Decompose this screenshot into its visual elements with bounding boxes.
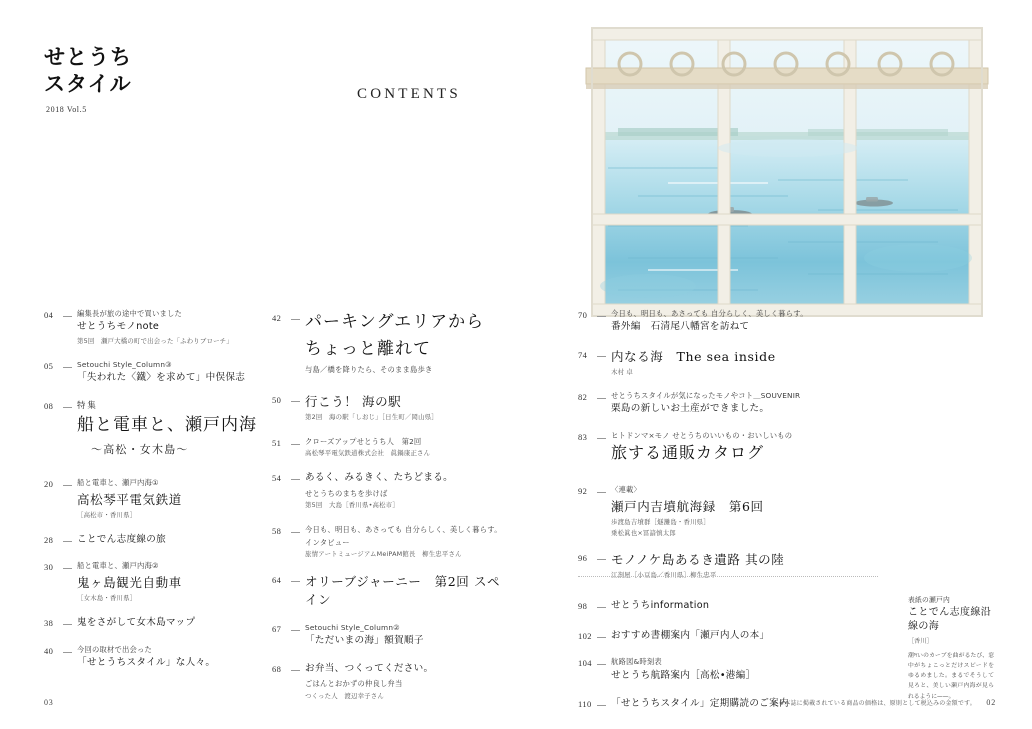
toc-subtitle: せとうち航路案内［高松•港編］ <box>611 669 756 681</box>
toc-title: パーキングエリアから <box>305 312 485 332</box>
toc-page-number: 20 <box>44 479 54 490</box>
toc-entry[interactable] <box>272 311 502 375</box>
toc-entry[interactable] <box>578 348 878 377</box>
window-seascape-illustration <box>578 18 996 323</box>
cover-note-region: ［香川］ <box>908 638 933 645</box>
toc-credit: 乗松眞也×冨諳慎太郎 <box>611 528 676 537</box>
toc-rule <box>597 356 606 357</box>
toc-title: せとうちinformation <box>611 599 710 611</box>
toc-entry[interactable] <box>44 533 259 547</box>
toc-entry[interactable] <box>578 430 878 464</box>
toc-column-right <box>578 308 878 724</box>
toc-rule <box>63 652 72 653</box>
price-footnote: ※本誌に掲載されている商品の価格は、原則として税込みの金額です。 <box>779 700 976 707</box>
toc-kicker: クローズアップせとうち人 第2回 <box>305 436 422 446</box>
toc-page-number: 96 <box>578 553 588 564</box>
toc-entry[interactable] <box>578 308 878 335</box>
toc-title: あるく、みるきく、たちどまる。 <box>305 472 454 484</box>
toc-credit: 江剳屋［小豆島／香川県］柳生忠平 <box>611 571 717 580</box>
toc-subtitle: 第5回 瀬戸大橋の町で出会った「ふわりブローチ」 <box>77 336 233 345</box>
toc-page-number: 82 <box>578 392 588 403</box>
toc-credit: つくった人 渡辺幸子さん <box>305 691 384 700</box>
toc-kicker: 編集長が旅の途中で買いました <box>77 309 182 318</box>
toc-page-number: 74 <box>578 349 588 360</box>
toc-title: せとうちモノnote <box>77 321 160 333</box>
toc-kicker: 今回の取材で出会った <box>77 644 152 654</box>
toc-page-number: 28 <box>44 535 54 546</box>
toc-entry[interactable] <box>272 662 502 701</box>
toc-kicker: 今日も、明日も、あさっても 自分らしく、美しく暮らす。 <box>305 524 502 534</box>
toc-entry-feature[interactable] <box>44 399 259 458</box>
toc-subtitle: 高松琴平電気鉄道株式会社 眞鍋康正さん <box>305 448 431 457</box>
toc-entry[interactable] <box>578 599 878 613</box>
toc-page-number: 83 <box>578 431 588 442</box>
toc-entry[interactable] <box>44 359 259 386</box>
toc-kicker: 船と電車と、瀬戸内海② <box>77 561 159 571</box>
toc-rule <box>291 670 300 671</box>
toc-rule <box>291 479 300 480</box>
toc-kicker: 船と電車と、瀬戸内海① <box>77 478 159 488</box>
toc-rule <box>63 568 72 569</box>
masthead-issue: 2018 Vol.5 <box>46 104 87 114</box>
toc-region: 歩渡島吉墳群［燧灘島・香川県］ <box>611 517 710 526</box>
toc-title: 鬼ヶ島観光自動車 <box>77 574 182 590</box>
toc-kicker: Setouchi Style_Column② <box>305 622 400 632</box>
toc-rule <box>597 637 606 638</box>
toc-rule <box>597 398 606 399</box>
toc-title: 「失われた〈鐵〉を求めて」中俣保志 <box>77 372 246 384</box>
toc-subtitle: ごはんとおかずの仲良し弁当 <box>305 679 403 689</box>
cover-note <box>908 594 994 702</box>
section-divider <box>578 576 878 577</box>
toc-page-number: 98 <box>578 600 588 611</box>
toc-entry[interactable] <box>44 560 259 603</box>
toc-page-number: 30 <box>44 562 54 573</box>
toc-entry[interactable] <box>44 616 259 630</box>
toc-page-number: 110 <box>578 699 592 709</box>
toc-rule <box>291 630 300 631</box>
cover-note-kicker: 表紙の瀬戸内 <box>908 596 950 604</box>
toc-entry[interactable] <box>272 573 502 609</box>
feature-label: 特集 <box>77 399 98 410</box>
toc-subtitle: せとうちのまちを歩けば <box>305 488 388 498</box>
toc-kicker: 航路図&時刻表 <box>611 657 662 667</box>
toc-page-number: 67 <box>272 623 282 634</box>
toc-page-number: 08 <box>44 400 54 411</box>
toc-page-number: 54 <box>272 473 282 484</box>
toc-title: 「せとうちスタイル」定期購読のご案内 <box>611 698 789 709</box>
toc-credit: 旅情アートミュージアムMeiPAM館長 柳生忠平さん <box>305 550 462 559</box>
toc-rule <box>63 624 72 625</box>
toc-page-number: 05 <box>44 360 54 371</box>
toc-rule <box>63 407 72 408</box>
toc-rule <box>597 607 606 608</box>
toc-column-middle <box>272 308 502 714</box>
toc-title: オリーブジャーニー 第2回 スペイン <box>305 573 501 607</box>
toc-rule <box>63 316 72 317</box>
toc-title: お弁当、つくってください。 <box>305 662 434 674</box>
toc-rule <box>63 367 72 368</box>
toc-title: 「ただいまの海」額賀順子 <box>305 635 424 647</box>
masthead <box>44 44 224 114</box>
toc-entry[interactable] <box>44 308 259 346</box>
cover-note-title: ことでん志度線沿線の海 <box>908 607 992 632</box>
toc-title: 「せとうちスタイル」な人々。 <box>77 656 216 668</box>
toc-kicker: 〈連載〉 <box>611 485 641 495</box>
toc-page-number: 40 <box>44 645 54 656</box>
toc-kicker: Setouchi Style_Column③ <box>77 359 172 369</box>
toc-title: 鬼をさがして女木島マップ <box>77 617 196 629</box>
toc-entry[interactable] <box>272 524 502 560</box>
toc-title-feature: 船と電車と、瀬戸内海 <box>77 414 257 435</box>
masthead-line-1: せとうち <box>44 44 132 69</box>
toc-subtitle: 番外編 石清尾八幡宮を訪ねて <box>611 321 750 333</box>
toc-title: 高松琴平電気鉄道 <box>77 491 182 507</box>
toc-kicker: 今日も、明日も、あさっても 自分らしく、美しく暮らす。 <box>611 309 808 318</box>
toc-region: ［高松市・香川県］ <box>77 510 137 519</box>
toc-rule <box>597 316 606 317</box>
toc-page-number: 38 <box>44 618 54 629</box>
toc-entry[interactable] <box>272 393 502 422</box>
toc-kicker: ヒトドンマ×モノ せとうちのいいもの・おいしいもの <box>611 430 793 440</box>
toc-entry[interactable] <box>578 484 878 538</box>
toc-title: 旅する通販カタログ <box>611 443 765 463</box>
toc-region: 第5回 大島［香川県•高松市］ <box>305 501 399 510</box>
toc-page-number: 58 <box>272 525 282 536</box>
toc-rule <box>597 664 606 665</box>
toc-title: 内なる海 The sea inside <box>611 348 776 364</box>
toc-page-number: 64 <box>272 574 282 585</box>
toc-rule <box>63 485 72 486</box>
toc-entry[interactable] <box>272 436 502 459</box>
cover-note-text: 潮দいのカーブを曲がるたび、窓中がちょこっとだけスピードをゆるめました。まるでそうして見ろと、美しい瀬戸内海が見られるように——。 <box>908 653 994 700</box>
toc-subtitle-feature: 〜高松・女木島〜 <box>91 443 189 457</box>
cover-illustration <box>578 18 996 323</box>
toc-page-number: 50 <box>272 395 282 406</box>
page-title: CONTENTS <box>357 86 461 102</box>
toc-rule <box>291 401 300 402</box>
toc-page-number: 70 <box>578 310 588 320</box>
folio-right: 02 <box>986 698 996 707</box>
toc-entry[interactable] <box>578 656 878 683</box>
toc-page-number: 51 <box>272 437 282 448</box>
toc-subtitle: インタビュー <box>305 537 350 547</box>
toc-title: 行こう！ 海の駅 <box>305 394 402 410</box>
toc-rule <box>291 319 300 320</box>
toc-rule <box>597 705 606 706</box>
toc-title: モノノケ島あるき遺路 其の陸 <box>611 552 785 568</box>
toc-rule <box>597 559 606 560</box>
toc-subtitle: 栗島の新しいお土産ができました。 <box>611 403 770 415</box>
toc-page-number: 04 <box>44 310 54 320</box>
toc-entry[interactable] <box>44 644 259 671</box>
toc-column-left <box>44 308 259 683</box>
toc-page-number: 42 <box>272 313 282 323</box>
toc-rule <box>63 541 72 542</box>
toc-title-line2: ちょっと離れて <box>305 338 431 359</box>
toc-entry[interactable] <box>578 629 878 643</box>
toc-region: ［女木島・香川県］ <box>77 593 137 602</box>
toc-page-number: 68 <box>272 663 282 674</box>
toc-title: おすすめ書棚案内「瀬戸内人の本」 <box>611 629 770 641</box>
toc-rule <box>597 492 606 493</box>
toc-page-number: 102 <box>578 630 592 641</box>
toc-subtitle: 第2回 海の駅「しおじ」［日生町／岡山県］ <box>305 413 438 422</box>
toc-entry[interactable] <box>578 390 878 417</box>
masthead-line-2: スタイル <box>44 70 132 96</box>
toc-kicker: せとうちスタイルが気になったモノやコト＿SOUVENIR <box>611 391 801 401</box>
toc-rule <box>597 438 606 439</box>
toc-title: ことでん志度線の旅 <box>77 534 167 546</box>
toc-entry[interactable] <box>272 622 502 649</box>
folio-left: 03 <box>44 698 54 707</box>
toc-credit: 木村 卓 <box>611 367 634 376</box>
toc-page-number: 104 <box>578 658 592 669</box>
toc-entry[interactable] <box>272 471 502 510</box>
toc-rule <box>291 581 300 582</box>
toc-rule <box>291 444 300 445</box>
toc-page-number: 92 <box>578 486 588 497</box>
toc-title: 瀬戸内吉墳航海録 第6回 <box>611 498 764 514</box>
toc-entry[interactable] <box>44 477 259 520</box>
toc-subtitle: 与島／橋を降りたら、そのまま島歩き <box>305 364 433 374</box>
toc-rule <box>291 532 300 533</box>
